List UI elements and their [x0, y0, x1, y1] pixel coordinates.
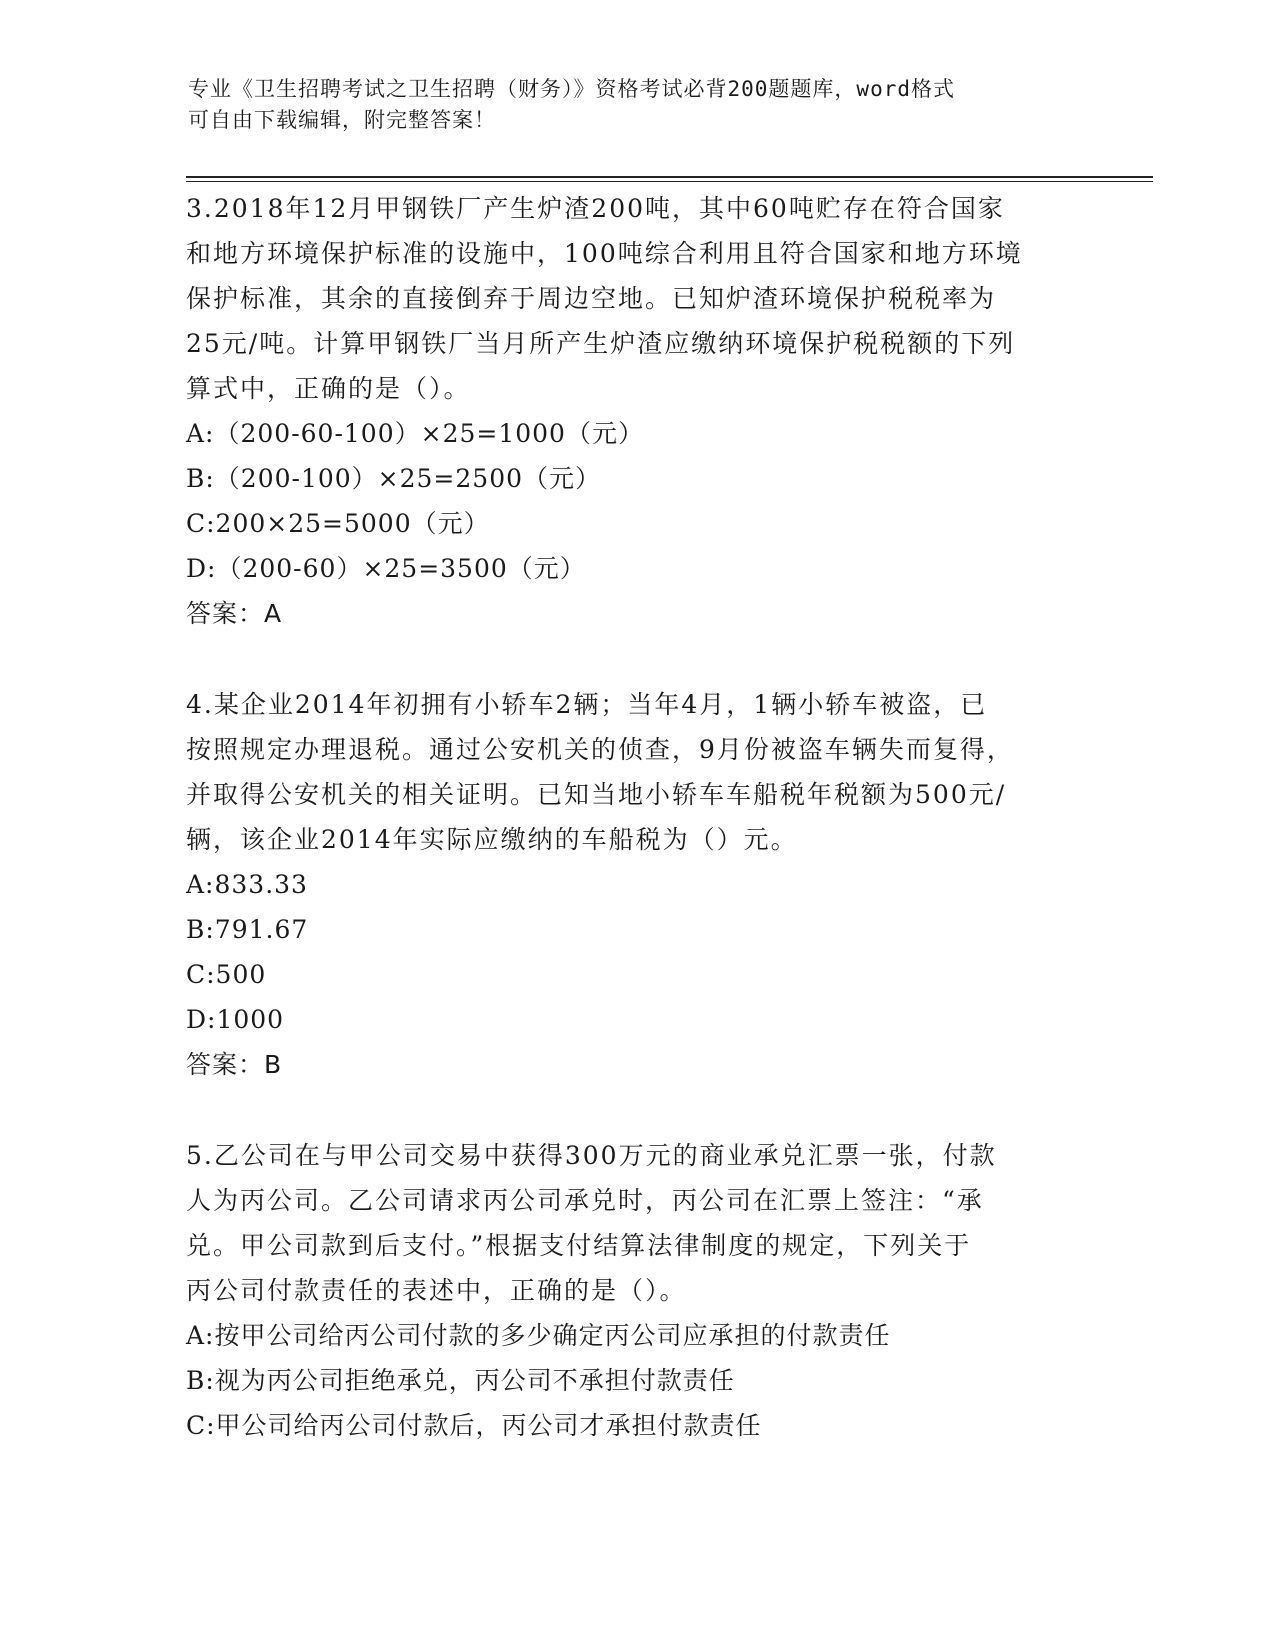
question-text-line: 5.乙公司在与甲公司交易中获得300万元的商业承兑汇票一张，付款 — [186, 1141, 997, 1170]
question-text-line: 兑。甲公司款到后支付。”根据支付结算法律制度的规定，下列关于 — [186, 1231, 972, 1260]
header-divider-thick — [186, 176, 1153, 178]
question-text-line: 丙公司付款责任的表述中，正确的是（）。 — [186, 1276, 687, 1305]
question-5 — [186, 1133, 1086, 1448]
question-spacer — [186, 1087, 1086, 1133]
question-text-line: 算式中，正确的是（）。 — [186, 374, 471, 403]
option-d: D:1000 — [186, 1005, 285, 1034]
question-text-line: 并取得公安机关的相关证明。已知当地小轿车车船税年税额为500元/ — [186, 780, 1007, 809]
question-text-line: 按照规定办理退税。通过公安机关的侦查，9月份被盗车辆失而复得， — [186, 735, 1014, 764]
option-a: A:按甲公司给丙公司付款的多少确定丙公司应承担的付款责任 — [186, 1321, 891, 1350]
header-line: 专业《卫生招聘考试之卫生招聘（财务）》资格考试必背200题题库，word格式 — [188, 77, 955, 101]
option-a: A:（200-60-100）×25=1000（元） — [186, 419, 644, 448]
question-text-line: 3.2018年12月甲钢铁厂产生炉渣200吨，其中60吨贮存在符合国家 — [186, 194, 1005, 223]
option-d: D:（200-60）×25=3500（元） — [186, 554, 586, 583]
question-4 — [186, 682, 1086, 1087]
question-text-line: 4.某企业2014年初拥有小轿车2辆；当年4月，1辆小轿车被盗，已 — [186, 690, 988, 719]
option-a: A:833.33 — [186, 870, 308, 899]
option-c: C:200×25=5000（元） — [186, 509, 490, 538]
option-c: C:甲公司给丙公司付款后，丙公司才承担付款责任 — [186, 1411, 762, 1440]
header-divider-thin — [186, 181, 1153, 182]
option-b: B:（200-100）×25=2500（元） — [186, 464, 602, 493]
option-c: C:500 — [186, 960, 267, 989]
question-text-line: 和地方环境保护标准的设施中，100吨综合利用且符合国家和地方环境 — [186, 239, 1023, 268]
document-header — [188, 74, 1088, 136]
option-b: B:视为丙公司拒绝承兑，丙公司不承担付款责任 — [186, 1366, 735, 1395]
question-3 — [186, 186, 1086, 636]
answer-label: 答案：B — [186, 1050, 283, 1079]
header-line: 可自由下载编辑，附完整答案！ — [188, 108, 496, 132]
question-text-line: 辆，该企业2014年实际应缴纳的车船税为（）元。 — [186, 825, 798, 854]
question-list — [186, 186, 1086, 1448]
question-text-line: 保护标准，其余的直接倒弃于周边空地。已知炉渣环境保护税税率为 — [186, 284, 997, 313]
question-spacer — [186, 636, 1086, 682]
question-text-line: 25元/吨。计算甲钢铁厂当月所产生炉渣应缴纳环境保护税税额的下列 — [186, 329, 1016, 358]
option-b: B:791.67 — [186, 915, 309, 944]
question-text-line: 人为丙公司。乙公司请求丙公司承兑时，丙公司在汇票上签注：“承 — [186, 1186, 984, 1215]
answer-label: 答案：A — [186, 599, 283, 628]
